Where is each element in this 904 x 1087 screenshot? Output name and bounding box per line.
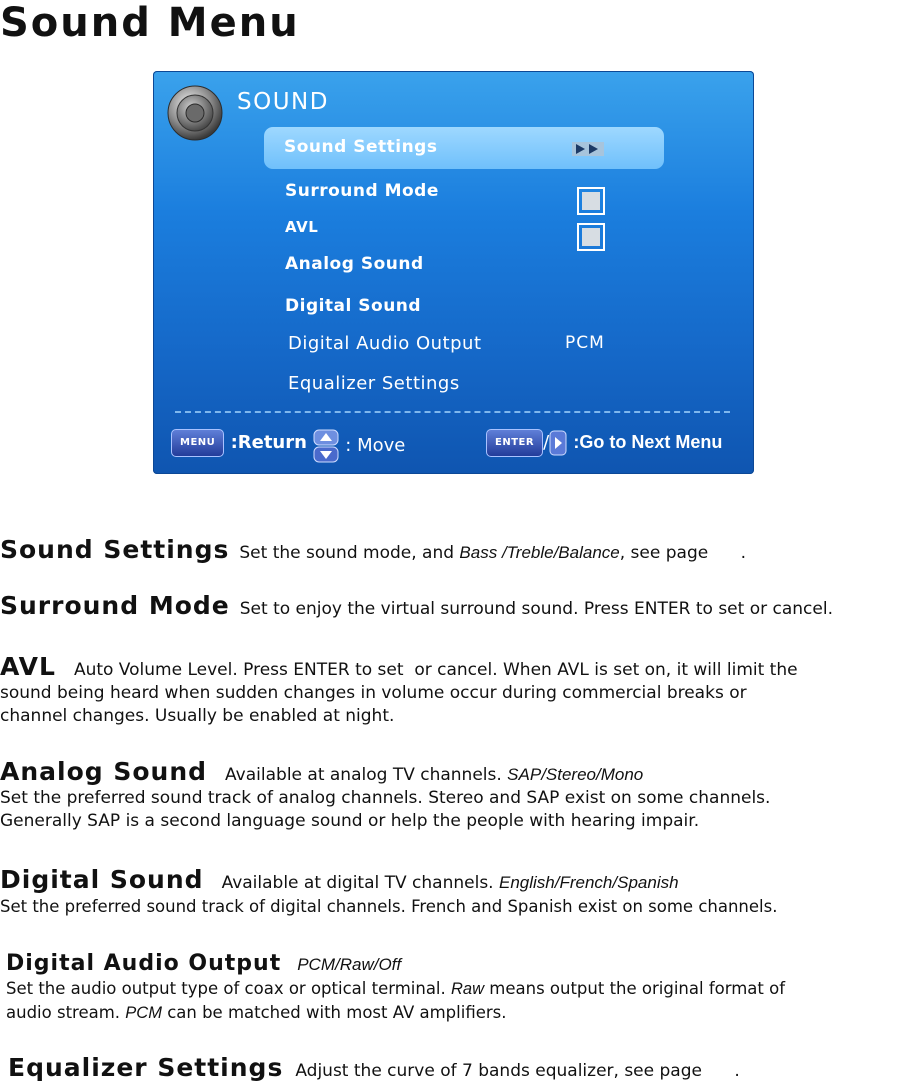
desc-text: Set the preferred sound track of analog channels. Stereo and SAP exist on some channels. [0, 788, 771, 808]
options-text: PCM [125, 1004, 162, 1022]
avl-checkbox[interactable] [577, 223, 605, 251]
desc-text: Set the preferred sound track of digital channels. French and Spanish exist on some channels. [0, 897, 778, 916]
section-digital-sound [0, 865, 904, 918]
desc-text: Available at digital TV channels. [221, 873, 499, 893]
heading-avl: AVL [0, 652, 56, 681]
heading-equalizer-settings: Equalizer Settings [8, 1053, 284, 1082]
page-title: Sound Menu [0, 0, 300, 46]
section-sound-settings [0, 535, 904, 565]
menu-item-label: Sound Settings [284, 137, 438, 157]
up-down-icon [313, 429, 339, 463]
heading-surround-mode: Surround Mode [0, 591, 230, 620]
desc-text: Available at analog TV channels. [225, 765, 508, 785]
options-text: Bass /Treble/Balance [459, 543, 620, 562]
menu-item-equalizer-settings[interactable]: Equalizer Settings [288, 373, 460, 394]
desc-text: Set the sound mode, and [239, 543, 460, 563]
double-arrow-right-icon [572, 142, 604, 156]
options-text: PCM/Raw/Off [297, 955, 402, 974]
return-label: :Return [230, 432, 307, 453]
section-analog-sound [0, 757, 904, 833]
speaker-icon [167, 85, 223, 141]
menu-key[interactable]: MENU [171, 429, 224, 457]
enter-key[interactable]: ENTER [486, 429, 543, 457]
desc-text: sound being heard when sudden changes in volume occur during commercial breaks or [0, 683, 747, 703]
right-arrow-key-icon[interactable] [549, 430, 567, 456]
desc-text: can be matched with most AV amplifiers. [161, 1003, 507, 1022]
menu-item-analog-sound[interactable]: Analog Sound [285, 254, 424, 274]
desc-text: Set the audio output type of coax or optical terminal. [6, 979, 452, 998]
sound-menu-screen [153, 71, 754, 474]
divider [175, 411, 730, 413]
desc-text: Auto Volume Level. Press ENTER to set or cancel. When AVL is set on, it will limit the [73, 660, 798, 680]
menu-item-digital-sound[interactable]: Digital Sound [285, 296, 422, 316]
heading-digital-sound: Digital Sound [0, 865, 204, 894]
next-menu-label: :Go to Next Menu [573, 432, 723, 452]
section-equalizer-settings [8, 1053, 904, 1083]
heading-sound-settings: Sound Settings [0, 535, 230, 564]
menu-item-sound-settings[interactable] [264, 127, 664, 169]
options-text: English/French/Spanish [499, 873, 679, 892]
section-digital-audio-output [6, 952, 904, 1025]
desc-text: audio stream. [6, 1003, 126, 1022]
desc-text: Generally SAP is a second language sound or help the people with hearing impair. [0, 811, 700, 831]
section-avl [0, 652, 904, 728]
section-surround-mode [0, 591, 904, 621]
desc-text: , see page . [619, 543, 747, 563]
heading-digital-audio-output: Digital Audio Output [6, 951, 282, 976]
menu-item-avl[interactable]: AVL [285, 218, 319, 236]
move-label: : Move [345, 435, 406, 456]
menu-title: SOUND [237, 89, 329, 115]
menu-item-digital-audio-output[interactable]: Digital Audio Output [288, 333, 482, 354]
options-text: SAP/Stereo/Mono [507, 765, 644, 784]
heading-analog-sound: Analog Sound [0, 757, 208, 786]
desc-text: Set to enjoy the virtual surround sound. Press ENTER to set or cancel. [239, 599, 833, 619]
digital-audio-output-value: PCM [565, 333, 605, 353]
slash: / [543, 432, 550, 453]
footer-move [313, 429, 405, 461]
desc-text: channel changes. Usually be enabled at night. [0, 706, 395, 726]
desc-text: means output the original format of [484, 979, 786, 998]
desc-text: Adjust the curve of 7 bands equalizer, see page . [295, 1061, 740, 1081]
surround-mode-checkbox[interactable] [577, 187, 605, 215]
options-text: Raw [451, 980, 485, 998]
footer-next [486, 429, 722, 461]
menu-item-surround-mode[interactable]: Surround Mode [285, 181, 439, 201]
footer-return [171, 429, 307, 461]
